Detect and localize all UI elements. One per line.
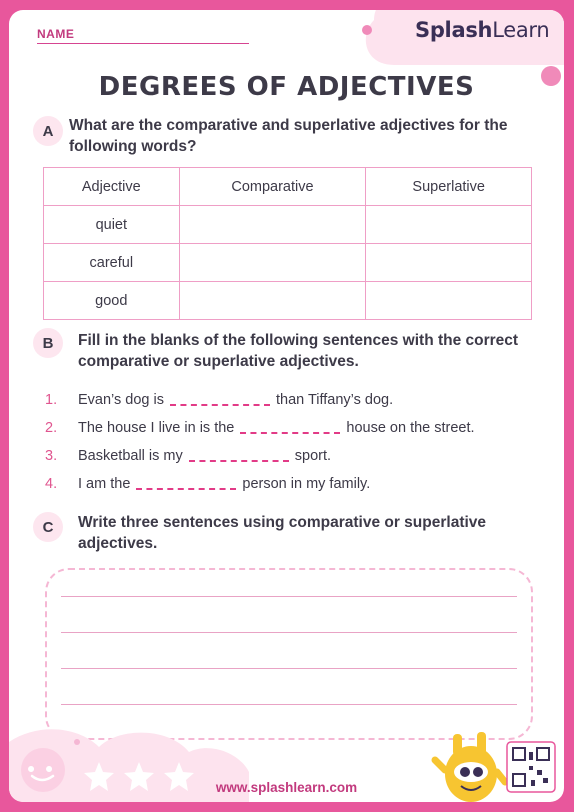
adjective-cell: careful <box>44 244 180 282</box>
comparative-cell[interactable] <box>179 206 366 244</box>
name-input-line[interactable] <box>37 43 249 44</box>
table-row <box>44 282 532 320</box>
list-item <box>45 442 475 470</box>
table-header-row <box>44 168 532 206</box>
fill-in-list <box>45 386 475 498</box>
sentence-start: Basketball is my <box>78 448 183 464</box>
brand-regular: Learn <box>492 18 550 42</box>
section-a-question: What are the comparative and superlative adjectives for the following words? <box>69 117 508 155</box>
writing-line[interactable] <box>61 668 517 669</box>
sentence-end: house on the street. <box>346 420 475 436</box>
item-number: 2. <box>45 420 58 436</box>
section-a-badge: A <box>33 116 63 146</box>
answer-blank[interactable] <box>189 460 289 462</box>
section-c-question: Write three sentences using comparative or superlative adjectives. <box>78 514 487 552</box>
website-link[interactable]: www.splashlearn.com <box>215 780 358 795</box>
list-item <box>45 470 475 498</box>
section-b-badge: B <box>33 328 63 358</box>
sentence-start: Evan’s dog is <box>78 392 164 408</box>
writing-line[interactable] <box>61 704 517 705</box>
brand-bold: Splash <box>415 18 493 42</box>
item-number: 1. <box>45 392 58 408</box>
answer-blank[interactable] <box>170 404 270 406</box>
table-row <box>44 206 532 244</box>
adjective-table <box>43 167 532 320</box>
table-header: Superlative <box>366 168 532 206</box>
comparative-cell[interactable] <box>179 244 366 282</box>
writing-line[interactable] <box>61 596 517 597</box>
brand-logo <box>415 18 549 42</box>
page-title: DEGREES OF ADJECTIVES <box>98 72 475 102</box>
list-item <box>45 386 475 414</box>
sentence-end: person in my family. <box>242 476 371 492</box>
list-item <box>45 414 475 442</box>
section-b-question: Fill in the blanks of the following sentences with the correct comparative or superlative adjectives. <box>78 332 519 370</box>
item-number: 3. <box>45 448 58 464</box>
sentence-end: sport. <box>294 448 332 464</box>
dot-decoration <box>361 24 373 36</box>
superlative-cell[interactable] <box>366 244 532 282</box>
sentence-start: The house I live in is the <box>78 420 235 436</box>
adjective-cell: quiet <box>44 206 180 244</box>
table-header: Adjective <box>44 168 180 206</box>
sentence-start: I am the <box>78 476 131 492</box>
table-row <box>44 244 532 282</box>
table-header: Comparative <box>179 168 366 206</box>
comparative-cell[interactable] <box>179 282 366 320</box>
name-label: NAME <box>37 27 75 41</box>
section-c-badge: C <box>33 512 63 542</box>
adjective-cell: good <box>44 282 180 320</box>
answer-blank[interactable] <box>136 488 236 490</box>
worksheet <box>9 10 564 802</box>
superlative-cell[interactable] <box>366 282 532 320</box>
writing-line[interactable] <box>61 632 517 633</box>
superlative-cell[interactable] <box>366 206 532 244</box>
item-number: 4. <box>45 476 58 492</box>
answer-blank[interactable] <box>240 432 340 434</box>
sentence-end: than Tiffany’s dog. <box>275 392 394 408</box>
